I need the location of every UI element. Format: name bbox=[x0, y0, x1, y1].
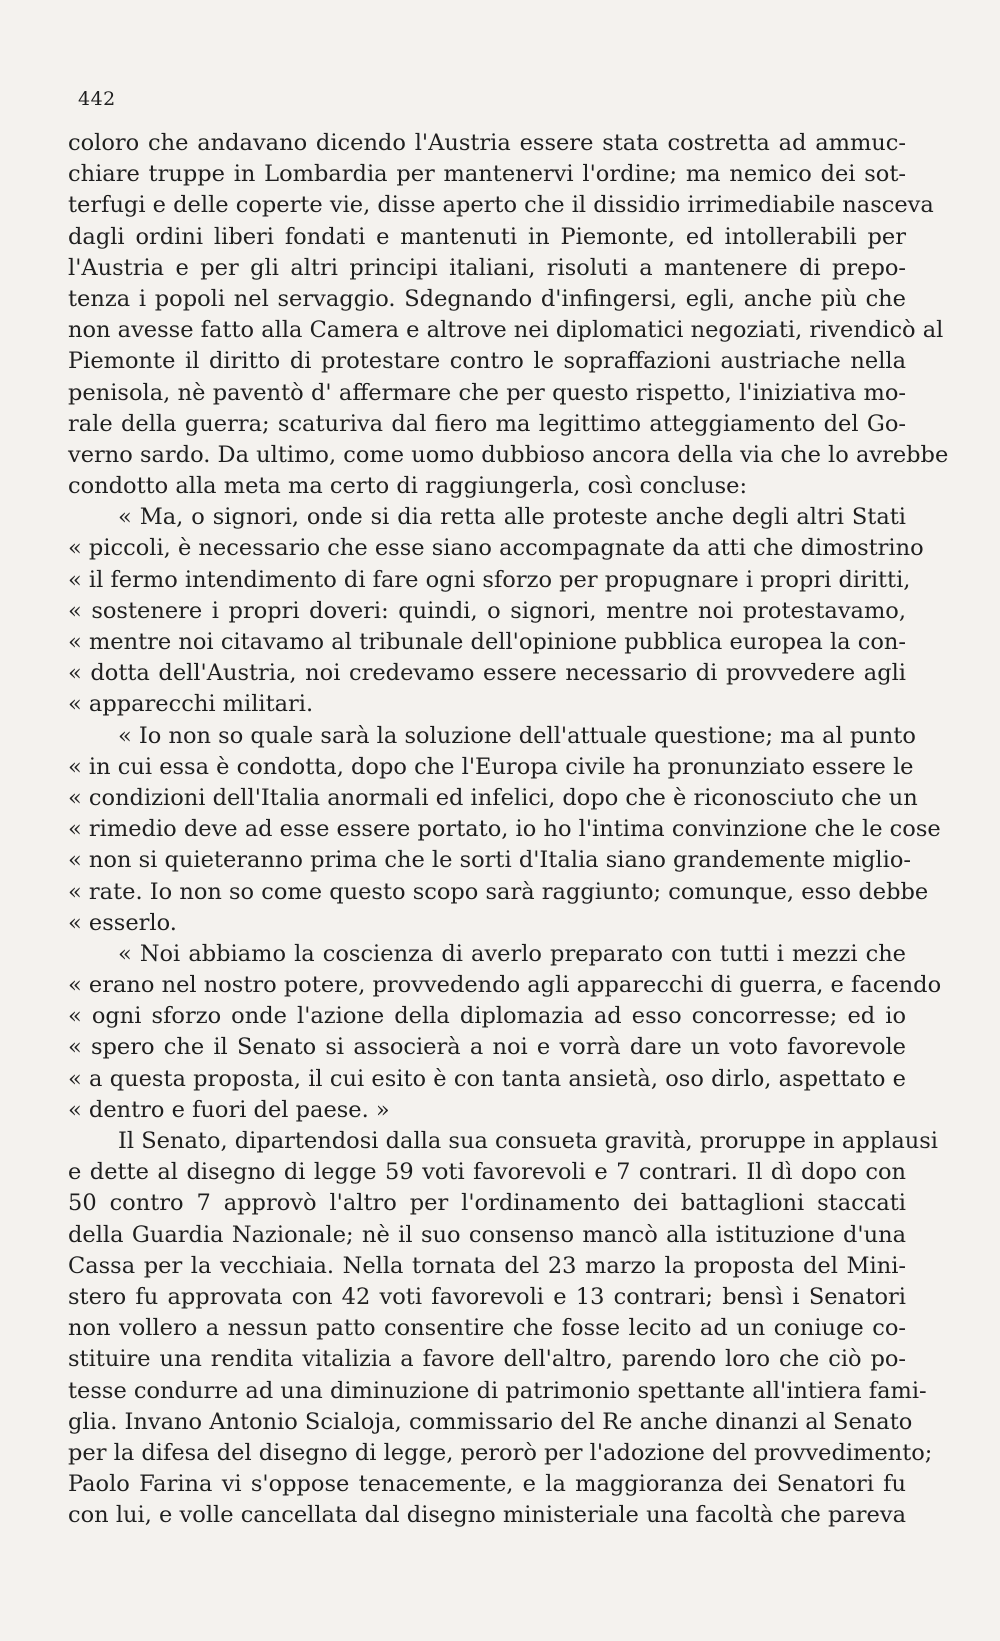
body-text bbox=[68, 128, 949, 1531]
text-line: stero fu approvata con 42 voti favorevoli e 13 contrari; bensì i Senatori bbox=[68, 1283, 906, 1310]
text-line: « dotta dell'Austria, noi credevamo essere necessario di provvedere agli bbox=[68, 660, 906, 687]
text-line: per la difesa del disegno di legge, perorò per l'adozione del provvedimento; bbox=[68, 1439, 933, 1466]
text-line: Piemonte il diritto di protestare contro le sopraffazioni austriache nella bbox=[68, 348, 906, 375]
text-line: « a questa proposta, il cui esito è con tanta ansietà, oso dirlo, aspettato e bbox=[68, 1065, 906, 1092]
text-line: glia. Invano Antonio Scialoja, commissario del Re anche dinanzi al Senato bbox=[68, 1408, 913, 1435]
text-line: « sostenere i propri doveri: quindi, o signori, mentre noi protestavamo, bbox=[68, 597, 906, 624]
text-line: « ogni sforzo onde l'azione della diplomazia ad esso concorresse; ed io bbox=[68, 1003, 906, 1030]
text-line: 50 contro 7 approvò l'altro per l'ordinamento dei battaglioni staccati bbox=[68, 1190, 906, 1217]
text-line: « Ma, o signori, onde si dia retta alle proteste anche degli altri Stati bbox=[118, 504, 906, 531]
text-line: con lui, e volle cancellata dal disegno ministeriale una facoltà che pareva bbox=[68, 1502, 906, 1529]
text-line: tesse condurre ad una diminuzione di patrimonio spettante all'intiera fami- bbox=[68, 1377, 927, 1404]
text-line: « rate. Io non so come questo scopo sarà raggiunto; comunque, esso debbe bbox=[68, 878, 929, 905]
text-line: « mentre noi citavamo al tribunale dell'opinione pubblica europea la con- bbox=[68, 629, 906, 655]
text-line: « dentro e fuori del paese. » bbox=[68, 1096, 390, 1123]
text-line: Cassa per la vecchiaia. Nella tornata del 23 marzo la proposta del Mini- bbox=[68, 1252, 906, 1279]
text-line: Paolo Farina vi s'oppose tenacemente, e la maggioranza dei Senatori fu bbox=[68, 1471, 906, 1498]
text-line: e dette al disegno di legge 59 voti favorevoli e 7 contrari. Il dì dopo con bbox=[68, 1159, 906, 1186]
text-line: penisola, nè paventò d' affermare che per questo rispetto, l'iniziativa mo- bbox=[68, 379, 906, 406]
text-line: « piccoli, è necessario che esse siano accompagnate da atti che dimostrino bbox=[68, 535, 924, 562]
text-line: « non si quieteranno prima che le sorti d'Italia siano grandemente miglio- bbox=[68, 847, 911, 874]
text-line: « rimedio deve ad esse essere portato, io ho l'intima convinzione che le cose bbox=[68, 816, 941, 843]
text-line: tenza i popoli nel servaggio. Sdegnando d'infingersi, egli, anche più che bbox=[68, 285, 906, 312]
text-line: « apparecchi militari. bbox=[68, 691, 314, 718]
page-number: 442 bbox=[78, 88, 116, 110]
text-line: terfugi e delle coperte vie, disse aperto che il dissidio irrimediabile nasceva bbox=[68, 192, 934, 219]
text-line: Il Senato, dipartendosi dalla sua consueta gravità, proruppe in applausi bbox=[118, 1128, 938, 1154]
text-line: verno sardo. Da ultimo, come uomo dubbioso ancora della via che lo avrebbe bbox=[68, 441, 949, 468]
text-line: « Io non so quale sarà la soluzione dell'attuale questione; ma al punto bbox=[118, 722, 916, 749]
text-line: rale della guerra; scaturiva dal fiero ma legittimo atteggiamento del Go- bbox=[68, 410, 906, 437]
text-line: « spero che il Senato si associerà a noi e vorrà dare un voto favorevole bbox=[68, 1034, 906, 1061]
text-line: « in cui essa è condotta, dopo che l'Europa civile ha pronunziato essere le bbox=[68, 753, 914, 780]
text-line: condotto alla meta ma certo di raggiungerla, così concluse: bbox=[68, 473, 748, 500]
text-line: « Noi abbiamo la coscienza di averlo preparato con tutti i mezzi che bbox=[118, 940, 906, 967]
text-line: « il fermo intendimento di fare ogni sforzo per propugnare i propri diritti, bbox=[68, 566, 911, 593]
text-line: l'Austria e per gli altri principi italiani, risoluti a mantenere di prepo- bbox=[68, 254, 906, 281]
text-line: non vollero a nessun patto consentire che fosse lecito ad un coniuge co- bbox=[68, 1315, 906, 1342]
text-line: « condizioni dell'Italia anormali ed infelici, dopo che è riconosciuto che un bbox=[68, 784, 918, 811]
text-line: della Guardia Nazionale; nè il suo consenso mancò alla istituzione d'una bbox=[68, 1221, 906, 1248]
text-line: dagli ordini liberi fondati e mantenuti in Piemonte, ed intollerabili per bbox=[68, 223, 906, 250]
text-line: coloro che andavano dicendo l'Austria essere stata costretta ad ammuc- bbox=[68, 130, 906, 156]
text-line: « esserlo. bbox=[68, 909, 177, 936]
text-line: chiare truppe in Lombardia per mantenervi l'ordine; ma nemico dei sot- bbox=[68, 161, 906, 188]
text-line: stituire una rendita vitalizia a favore dell'altro, parendo loro che ciò po- bbox=[68, 1346, 906, 1373]
text-line: non avesse fatto alla Camera e altrove nei diplomatici negoziati, rivendicò al bbox=[68, 317, 944, 344]
text-line: « erano nel nostro potere, provvedendo agli apparecchi di guerra, e facendo bbox=[68, 972, 942, 999]
